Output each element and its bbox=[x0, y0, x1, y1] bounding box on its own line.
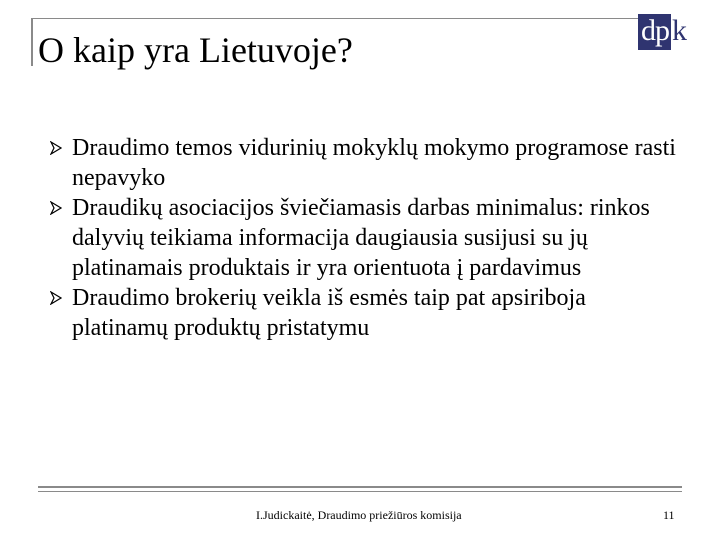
slide-title: O kaip yra Lietuvoje? bbox=[38, 30, 353, 70]
footer-rule-thick bbox=[38, 486, 682, 488]
arrowhead-bullet-icon bbox=[50, 283, 72, 313]
footer-credit: I.Judickaitė, Draudimo priežiūros komisija bbox=[256, 508, 462, 522]
title-frame-left-line bbox=[31, 18, 33, 66]
bullet-text: Draudikų asociacijos šviečiamasis darbas minimalus: rinkos dalyvių teikiama informacija daugiausia susijusi su jų platinamais produktais ir yra orientuota į pardavimus bbox=[72, 195, 650, 281]
dpk-logo bbox=[638, 14, 687, 50]
arrowhead-bullet-icon bbox=[50, 133, 72, 163]
bullet-item bbox=[50, 133, 690, 193]
arrowhead-bullet-icon bbox=[50, 193, 72, 223]
bullet-list bbox=[50, 133, 690, 343]
bullet-item bbox=[50, 283, 690, 343]
footer-rule-thin bbox=[38, 491, 682, 492]
bullet-text: Draudimo brokerių veikla iš esmės taip pat apsiriboja platinamų produktų pristatymu bbox=[72, 285, 586, 341]
bullet-item bbox=[50, 193, 690, 283]
page-number: 11 bbox=[663, 508, 675, 522]
logo-box-text: dp bbox=[638, 14, 671, 50]
bullet-text: Draudimo temos vidurinių mokyklų mokymo programose rasti nepavyko bbox=[72, 135, 676, 191]
logo-tail-text: k bbox=[672, 14, 687, 47]
title-frame-top-line bbox=[31, 18, 651, 19]
